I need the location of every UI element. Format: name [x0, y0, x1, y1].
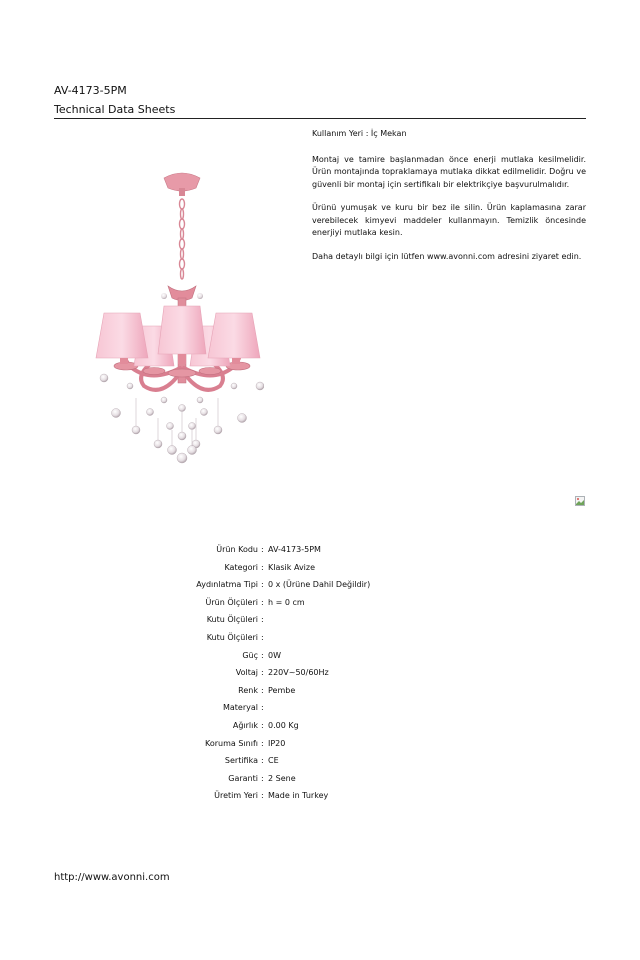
spec-label: Ürün Kodu [216, 545, 258, 554]
spec-row [54, 703, 454, 721]
spec-row [54, 668, 454, 686]
spec-label: Garanti [228, 773, 258, 783]
spec-value: IP20 [268, 738, 286, 748]
product-code-heading: AV-4173-5PM [54, 84, 127, 97]
spec-label: Voltaj [235, 668, 258, 678]
spec-row [54, 598, 454, 616]
spec-separator: : [261, 773, 264, 783]
spec-value: 220V~50/60Hz [268, 668, 329, 678]
spec-label: Güç [242, 650, 258, 660]
spec-label: Kutu Ölçüleri [206, 632, 258, 642]
spec-value: AV-4173-5PM [268, 545, 321, 554]
spec-label: Aydınlatma Tipi [196, 580, 258, 590]
spec-label: Kategori [224, 562, 258, 572]
spec-label: Kutu Ölçüleri [206, 615, 258, 625]
spec-row [54, 686, 454, 704]
spec-value: 0W [268, 650, 281, 660]
spec-label: Materyal [222, 703, 258, 713]
product-photo [92, 168, 264, 468]
spec-separator: : [261, 756, 264, 766]
spec-separator: : [261, 632, 264, 642]
page-subtitle: Technical Data Sheets [54, 103, 176, 116]
spec-value: Pembe [268, 685, 296, 695]
spec-row [54, 580, 454, 598]
spec-row [54, 721, 454, 739]
spec-row [54, 651, 454, 669]
spec-separator: : [261, 668, 264, 678]
spec-label: Üretim Yeri [214, 791, 258, 801]
spec-value: CE [268, 756, 279, 766]
spec-value: 2 Sene [268, 773, 296, 783]
spec-label: Koruma Sınıfı [205, 738, 258, 748]
spec-separator: : [261, 580, 264, 590]
spec-table [54, 545, 454, 809]
spec-value: Klasik Avize [268, 562, 316, 572]
spec-separator: : [261, 703, 264, 713]
spec-separator: : [261, 738, 264, 748]
spec-row [54, 739, 454, 757]
spec-separator: : [261, 650, 264, 660]
spec-label: Ağırlık [232, 720, 258, 730]
spec-value: 0 x (Ürüne Dahil Değildir) [268, 580, 371, 590]
spec-separator: : [261, 685, 264, 695]
spec-separator: : [261, 720, 264, 730]
spec-value: 0.00 Kg [268, 720, 299, 730]
spec-row [54, 615, 454, 633]
spec-row [54, 756, 454, 774]
spec-separator: : [261, 562, 264, 572]
usage-location: Kullanım Yeri : İç Mekan [312, 129, 407, 138]
spec-row [54, 545, 454, 563]
spec-row [54, 563, 454, 581]
spec-label: Ürün Ölçüleri [205, 597, 258, 607]
spec-row [54, 774, 454, 792]
info-paragraph: Ürünü yumuşak ve kuru bir bez ile silin. Ürün kaplamasına zarar verebilecek kimyevi maddeler kullanmayın. Temizlik öncesinde enerjiyi mutlaka kesin. [312, 203, 586, 237]
footer-website-link[interactable]: http://www.avonni.com [54, 872, 170, 883]
spec-value: Made in Turkey [268, 791, 329, 801]
spec-separator: : [261, 791, 264, 801]
info-paragraph: Daha detaylı bilgi için lütfen www.avonni.com adresini ziyaret edin. [312, 251, 582, 261]
spec-value: h = 0 cm [268, 597, 305, 607]
chandelier-illustration [92, 168, 264, 468]
spec-label: Renk [238, 685, 258, 695]
spec-separator: : [261, 545, 264, 554]
header-divider [54, 118, 586, 119]
info-paragraph: Montaj ve tamire başlanmadan önce enerji mutlaka kesilmelidir. Ürün montajında topraklamaya mutlaka dikkat edilmelidir. Doğru ve güvenli bir montaj için sertifikalı bir elektrikçiye başvurulmalıdır. [312, 154, 586, 189]
spec-row [54, 633, 454, 651]
broken-image-icon [575, 491, 585, 501]
spec-separator: : [261, 597, 264, 607]
spec-separator: : [261, 615, 264, 625]
info-column [312, 128, 586, 274]
spec-label: Sertifika [224, 756, 258, 766]
spec-row [54, 791, 454, 809]
